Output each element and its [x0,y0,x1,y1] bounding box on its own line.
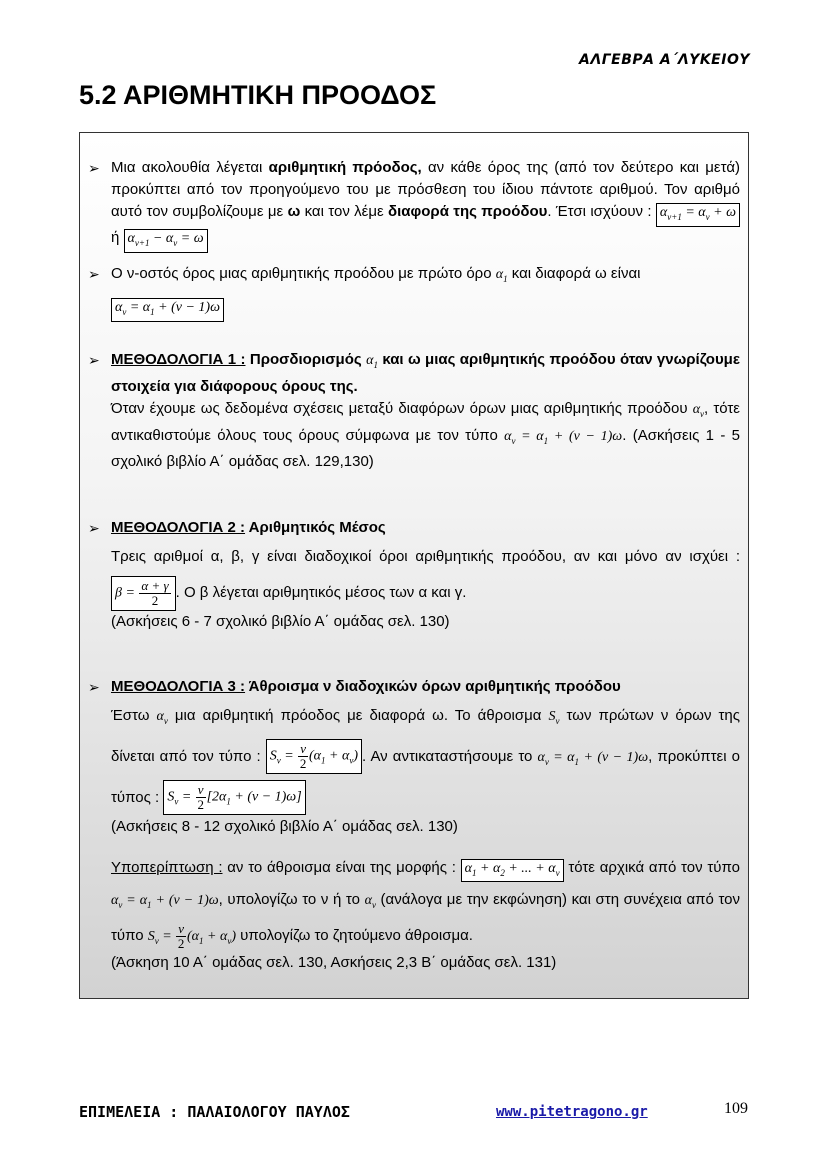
method3-exercises: (Ασκήσεις 8 - 12 σχολικό βιβλίο Α΄ ομάδας σελ. 130) [111,817,458,835]
sum-formula-inline: $S_\nu$ = $\frac{\nu}{2}$ $(\alpha_1 + \alpha_\nu)$ [147,920,236,951]
first-term-symbol: $\alpha_1$ [495,267,508,284]
page-title: 5.2 ΑΡΙΘΜΗΤΙΚΗ ΠΡΟΟΔΟΣ [79,80,437,110]
nth-term-text: Ο ν-οστός όρος μιας αριθμητικής προόδου με πρώτο όρο $\alpha_1$ και διαφορά ω είναι [111,265,641,284]
definition-text: Μια ακολουθία λέγεται αριθμητική πρόοδος, αν κάθε όρος της (από τον δεύτερο και μετά) προκύπτει από τον προηγούμενο του με πρόσθεση του ίδιου πάντοτε αριθμού. Τον αριθμό αυτό τον συμβολίζουμε με ω και τον λέμε διαφορά της προόδου. Έτσι ισχύουν : $\alpha_{\nu+1} = \alpha_\nu + \omega$ ή $\alpha_{\nu+1} - \alpha_\nu = \omega$ [111,157,740,253]
method3-section [88,676,740,974]
website-link[interactable]: www.pitetragono.gr [496,1104,648,1120]
arrow-bullet-icon: ➢ [88,352,100,368]
arrow-bullet-icon: ➢ [88,160,100,176]
arithmetic-mean-formula: β = $\frac{\alpha + \gamma}{2}$ [111,576,176,611]
method3-text: Έστω $\alpha_\nu$ μια αριθμητική πρόοδος με διαφορά ω. Το άθροισμα $S_\nu$ των πρώτων ν όρων της δίνεται από τον τύπο : $S_\nu$ = $\frac{\nu}{2}$ $(\alpha_1 + \alpha_\nu)$ . Αν αντικαταστήσουμε το $\alpha_\nu = \alpha_1 + (\nu - 1)\omega$, προκύπτει ο τύπος : $S_\nu$ = $\frac{\nu}{2}$ $[2\alpha_1 + (\nu - 1)\omega]$ [111,698,740,816]
nth-term-formula-inline: $\alpha_\nu = \alpha_1 + (\nu - 1)\omega$ [504,428,623,446]
nth-term-formula: $\alpha_\nu = \alpha_1 + (\nu - 1)\omega$ [111,298,224,322]
method1-text: Όταν έχουμε ως δεδομένα σχέσεις μεταξύ διαφόρων όρων μιας αριθμητικής προόδου $\alpha_\nu$, τότε αντικαθιστούμε όλους τους όρους σύμφωνα με τον τύπο $\alpha_\nu = \alpha_1 + (\nu - 1)\omega$. (Ασκήσεις 1 - 5 σχολικό βιβλίο Α΄ ομάδας σελ. 129,130) [111,399,741,471]
author-credit: ΕΠΙΜΕΛΕΙΑ : ΠΑΛΑΙΟΛΟΓΟΥ ΠΑΥΛΟΣ [79,1103,350,1121]
method3-heading: ΜΕΘΟΔΟΛΟΓΙΑ 3 : Άθροισμα ν διαδοχικών όρων αριθμητικής προόδου [111,678,621,695]
sum-formula-2: $S_\nu$ = $\frac{\nu}{2}$ $[2\alpha_1 + (\nu - 1)\omega]$ [163,780,305,815]
method2-exercises: (Ασκήσεις 6 - 7 σχολικό βιβλίο Α΄ ομάδας σελ. 130) [111,613,450,630]
page-number: 109 [724,1100,748,1117]
method1-section [88,349,740,473]
method2-heading: ΜΕΘΟΔΟΛΟΓΙΑ 2 : Αριθμητικός Μέσος [111,519,386,536]
series-formula: $\alpha_1 + \alpha_2$ + ... + $\alpha_\nu$ [461,859,564,883]
content-box [79,132,749,999]
sum-formula-1: $S_\nu$ = $\frac{\nu}{2}$ $(\alpha_1 + \alpha_\nu)$ [266,739,362,774]
difference-formula: $\alpha_{\nu+1} - \alpha_\nu = \omega$ [124,229,208,253]
arrow-bullet-icon: ➢ [88,520,100,536]
subcase-text: Υποπερίπτωση : αν το άθροισμα είναι της μορφής : $\alpha_1 + \alpha_2$ + ... + $\alpha_\nu$ τότε αρχικά από τον τύπο $\alpha_\nu = \alpha_1 + (\nu - 1)\omega$, υπολογίζω το ν ή το $\alpha_\nu$ (ανάλογα με την εκφώνηση) και στη συνέχεια από τον τύπο $S_\nu$ = $\frac{\nu}{2}$ $(\alpha_1 + \alpha_\nu)$ υπολογίζω το ζητούμενο άθροισμα. [111,858,741,951]
method1-heading: ΜΕΘΟΔΟΛΟΓΙΑ 1 : Προσδιορισμός $\alpha_1$ και ω μιας αριθμητικής προόδου όταν γνωρίζουμε στοιχεία για διάφορους όρους της. [111,351,740,395]
subject-header: ΑΛΓΕΒΡΑ Α΄ΛΥΚΕΙΟΥ [579,52,750,68]
nth-term-section [88,263,740,322]
definition-section [88,157,740,253]
arrow-bullet-icon: ➢ [88,266,100,282]
method2-section [88,517,740,633]
recurrence-formula: $\alpha_{\nu+1} = \alpha_\nu + \omega$ [656,203,740,227]
subcase-exercises: (Άσκηση 10 Α΄ ομάδας σελ. 130, Ασκήσεις 2,3 Β΄ ομάδας σελ. 131) [111,954,557,972]
arrow-bullet-icon: ➢ [88,679,100,695]
method2-text: Τρεις αριθμοί α, β, γ είναι διαδοχικοί όροι αριθμητικής προόδου, αν και μόνο αν ισχύει : β = $\frac{\alpha + \gamma}{2}$ . Ο β λέγεται αριθμητικός μέσος των α και γ. [111,539,740,611]
